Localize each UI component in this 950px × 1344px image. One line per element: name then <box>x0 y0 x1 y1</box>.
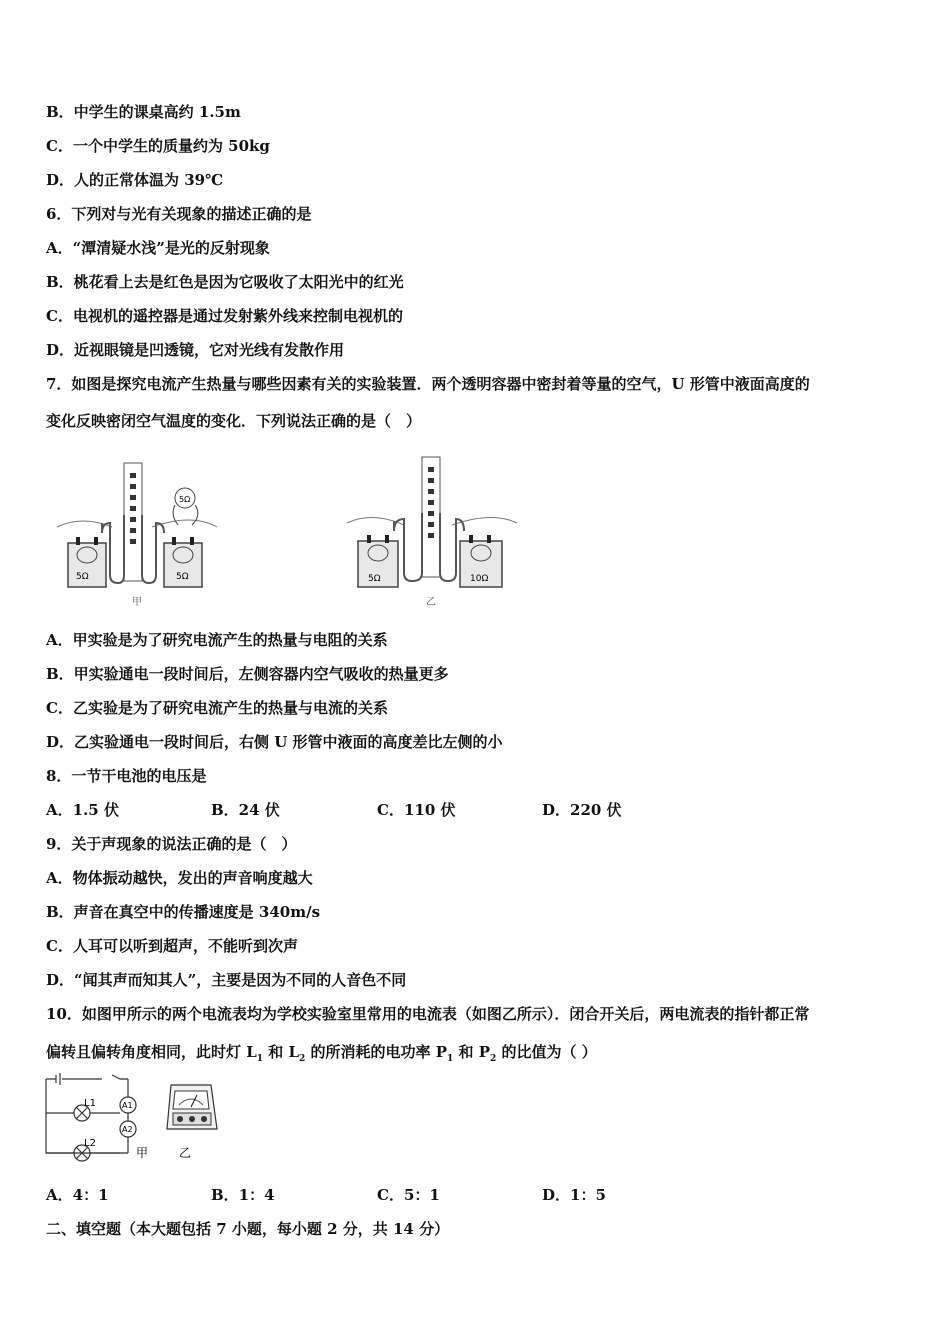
q10-lamp1: L1 <box>84 1098 96 1109</box>
q7-option-d: D．乙实验通电一段时间后，右侧 U 形管中液面的高度差比左侧的小 <box>46 733 503 751</box>
q7-jia-extra-resistor: 5Ω <box>179 495 191 504</box>
q7-figure-yi <box>342 453 522 613</box>
q9-stem: 9．关于声现象的说法正确的是（ ） <box>46 835 297 853</box>
q9-option-b: B．声音在真空中的传播速度是 340m/s <box>46 903 321 921</box>
q9-option-c: C．人耳可以听到超声，不能听到次声 <box>46 937 298 955</box>
q6-option-d: D．近视眼镜是凹透镜，它对光线有发散作用 <box>46 341 345 359</box>
q7-yi-right-resistor: 10Ω <box>470 574 489 584</box>
q8-option-a: A．1.5 伏 <box>46 801 119 819</box>
q8-option-d: D．220 伏 <box>542 801 622 819</box>
q10-option-c: C．5：1 <box>377 1186 440 1204</box>
q9-option-d: D．“闻其声而知其人”，主要是因为不同的人音色不同 <box>46 971 407 989</box>
q10-meter1: A1 <box>122 1101 133 1110</box>
q7-stem-line1: 7．如图是探究电流产生热量与哪些因素有关的实验装置．两个透明容器中密封着等量的空气，U 形管中液面高度的 <box>46 375 810 393</box>
q5-option-d: D．人的正常体温为 39℃ <box>46 171 224 189</box>
q8-stem: 8．一节干电池的电压是 <box>46 767 207 785</box>
q10-stem-line2: 偏转且偏转角度相同，此时灯 $L_1$ 和 $L_2$ 的所消耗的电功率 $P_1$ 和 $P_2$ 的比值为（ ） <box>46 1043 597 1064</box>
q7-yi-caption: 乙 <box>426 597 436 608</box>
q5-option-b: B．中学生的课桌高约 1.5m <box>46 103 241 121</box>
q7-option-a: A．甲实验是为了研究电流产生的热量与电阻的关系 <box>46 631 388 649</box>
q10-ammeter-figure <box>165 1077 221 1163</box>
q7-stem-line2: 变化反映密闭空气温度的变化．下列说法正确的是（ ） <box>46 412 422 430</box>
q10-circuit-figure <box>44 1073 156 1163</box>
q6-option-b: B．桃花看上去是红色是因为它吸收了太阳光中的红光 <box>46 273 404 291</box>
q7-jia-left-resistor: 5Ω <box>76 572 89 582</box>
q8-option-b: B．24 伏 <box>211 801 280 819</box>
section-2-heading: 二、填空题（本大题包括 7 小题，每小题 2 分，共 14 分） <box>46 1220 450 1238</box>
q5-option-c: C．一个中学生的质量约为 50kg <box>46 137 270 155</box>
q10-stem-line1: 10．如图甲所示的两个电流表均为学校实验室里常用的电流表（如图乙所示）．闭合开关后，两电流表的指针都正常 <box>46 1005 810 1023</box>
q7-figure-jia <box>52 455 222 613</box>
q7-option-c: C．乙实验是为了研究电流产生的热量与电流的关系 <box>46 699 388 717</box>
q10-option-d: D．1：5 <box>542 1186 606 1204</box>
q10-caption-jia: 甲 <box>136 1146 149 1160</box>
q10-lamp2: L2 <box>84 1138 96 1149</box>
q8-option-c: C．110 伏 <box>377 801 456 819</box>
q10-meter2: A2 <box>122 1125 133 1134</box>
q6-stem: 6．下列对与光有关现象的描述正确的是 <box>46 205 312 223</box>
q10-option-b: B．1：4 <box>211 1186 275 1204</box>
q6-option-a: A．“潭清疑水浅”是光的反射现象 <box>46 239 270 257</box>
q10-caption-yi: 乙 <box>179 1146 192 1160</box>
q7-jia-caption: 甲 <box>132 597 142 608</box>
q7-jia-right-resistor: 5Ω <box>176 572 189 582</box>
q7-option-b: B．甲实验通电一段时间后，左侧容器内空气吸收的热量更多 <box>46 665 449 683</box>
q7-yi-left-resistor: 5Ω <box>368 574 381 584</box>
q6-option-c: C．电视机的遥控器是通过发射紫外线来控制电视机的 <box>46 307 403 325</box>
q9-option-a: A．物体振动越快，发出的声音响度越大 <box>46 869 313 887</box>
q10-option-a: A．4：1 <box>46 1186 109 1204</box>
